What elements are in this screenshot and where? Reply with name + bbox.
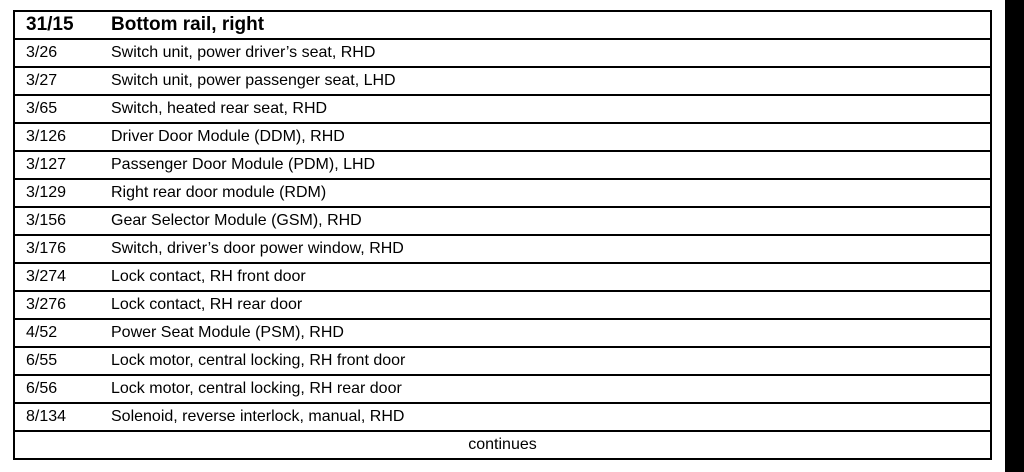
row-description: Power Seat Module (PSM), RHD xyxy=(111,324,344,341)
table-row xyxy=(15,404,990,432)
row-code: 3/126 xyxy=(26,128,67,145)
row-description: Switch unit, power driver’s seat, RHD xyxy=(111,44,376,61)
table-row xyxy=(15,348,990,376)
continues-note: continues xyxy=(468,436,537,453)
table-row xyxy=(15,320,990,348)
table-row xyxy=(15,292,990,320)
row-description: Switch, driver’s door power window, RHD xyxy=(111,240,404,257)
row-description: Lock motor, central locking, RH rear door xyxy=(111,380,402,397)
row-code: 4/52 xyxy=(26,324,58,341)
table-row xyxy=(15,40,990,68)
row-description: Lock motor, central locking, RH front door xyxy=(111,352,406,369)
table-row xyxy=(15,180,990,208)
row-code: 3/156 xyxy=(26,212,67,229)
table-row xyxy=(15,208,990,236)
table-row xyxy=(15,96,990,124)
row-code: 3/65 xyxy=(26,100,58,117)
header-title: Bottom rail, right xyxy=(111,14,265,35)
table-row xyxy=(15,152,990,180)
row-description: Solenoid, reverse interlock, manual, RHD xyxy=(111,408,405,425)
row-description: Right rear door module (RDM) xyxy=(111,184,327,201)
row-description: Lock contact, RH front door xyxy=(111,268,306,285)
row-description: Driver Door Module (DDM), RHD xyxy=(111,128,345,145)
row-description: Lock contact, RH rear door xyxy=(111,296,303,313)
table-row xyxy=(15,376,990,404)
table-body xyxy=(15,40,990,432)
table-header xyxy=(15,12,990,40)
row-code: 3/129 xyxy=(26,184,67,201)
row-code: 3/274 xyxy=(26,268,67,285)
row-code: 3/127 xyxy=(26,156,67,173)
row-description: Gear Selector Module (GSM), RHD xyxy=(111,212,362,229)
row-description: Switch, heated rear seat, RHD xyxy=(111,100,328,117)
component-reference-table xyxy=(13,10,992,460)
row-code: 6/56 xyxy=(26,380,58,397)
table-row xyxy=(15,264,990,292)
row-description: Passenger Door Module (PDM), LHD xyxy=(111,156,376,173)
row-code: 3/27 xyxy=(26,72,58,89)
row-code: 6/55 xyxy=(26,352,58,369)
table-row xyxy=(15,68,990,96)
header-code: 31/15 xyxy=(26,14,74,35)
row-code: 3/26 xyxy=(26,44,58,61)
row-code: 3/176 xyxy=(26,240,67,257)
page-edge-band xyxy=(1005,0,1024,472)
row-code: 8/134 xyxy=(26,408,67,425)
table-row xyxy=(15,236,990,264)
row-description: Switch unit, power passenger seat, LHD xyxy=(111,72,396,89)
row-code: 3/276 xyxy=(26,296,67,313)
table-row xyxy=(15,124,990,152)
